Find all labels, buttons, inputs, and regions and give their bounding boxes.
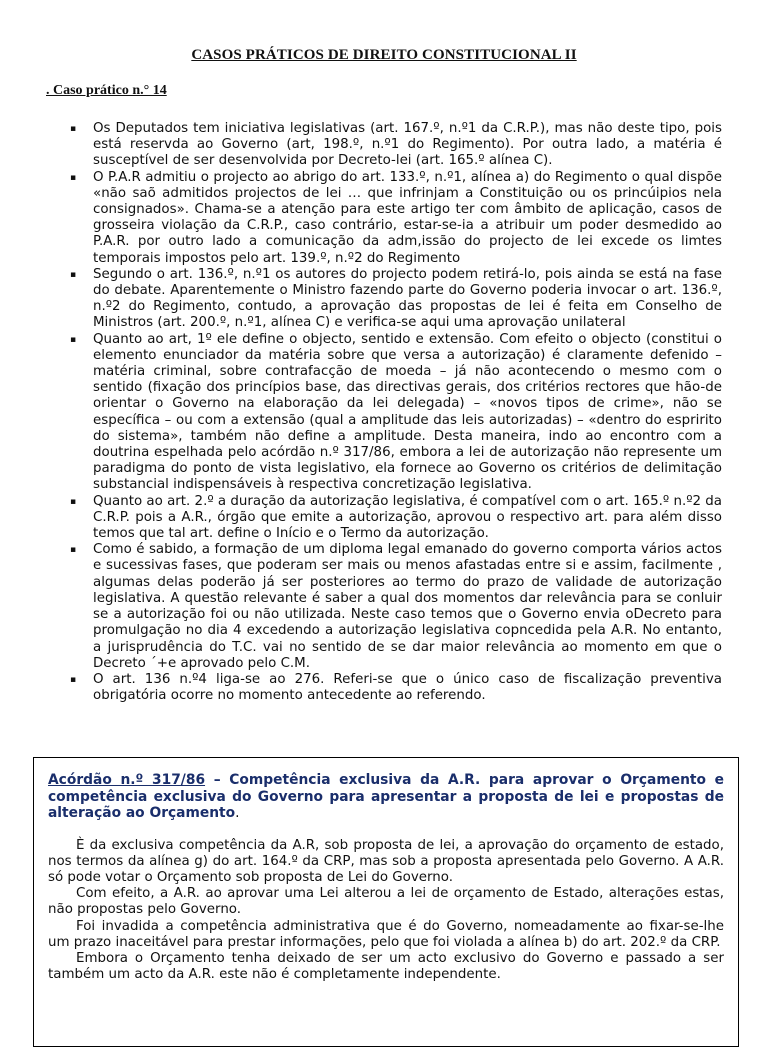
- list-item-text: Os Deputados tem iniciativa legislativas (art. 167.º, n.º1 da C.R.P.), mas não deste tipo, pois está reservda ao Governo (art, 198.º, n.º1 do Regimento). Por outra lado, a matéria é susceptível de ser desenvolvida por Decreto-lei (art. 165.º alínea C).: [93, 121, 722, 169]
- square-bullet-icon: ▪: [70, 496, 77, 507]
- list-item-text: Quanto ao art, 1º ele define o objecto, sentido e extensão. Com efeito o objecto (constitui o elemento enunciador da matéria sobre que versa a autorização) é claramente defenido – matéria criminal, sobre contrafacção de moeda – já não acontecendo o mesmo com o sentido (fixação dos princípios base, das directivas gerais, dos critérios rectores que hão-de orientar o Governo na elaboração da lei delegada) – «novos tipos de crime», não se específica – ou com a extensão (qual a amplitude das leis autorizadas) – «dentro do espririto do sistema», também não define a amplitude. Desta maneira, indo ao encontro com a doutrina espelhada pelo acórdão n.º 317/86, embora a lei de autorização não represente um paradigma do ponto de vista legislativo, ela fornece ao Governo os critérios de delimitação substancial indispensáveis à respectiva concretização legislativa.: [93, 331, 722, 493]
- list-item: [70, 332, 722, 494]
- list-item: [70, 494, 722, 543]
- list-item-text: Quanto ao art. 2.º a duração da autorização legislativa, é compatível com o art. 165.º n.º2 da C.R.P. pois a A.R., órgão que emite a autorização, aprovou o respectivo art. para além disso temos que tal art. define o Início e o Termo da autorização.: [93, 493, 722, 542]
- list-item: [70, 542, 722, 672]
- list-item-text: O P.A.R admitiu o projecto ao abrigo do art. 133.º, n.º1, alínea a) do Regimento o qual dispõe «não saõ admitidos projectos de lei … que infrinjam a Constituição ou os princúipios nela consignados». Chama-se a atenção para este artigo ter com âmbito de aplicação, casos de grosseira violação da C.R.P., caso contrário, estar-se-ia a atribuir um poder desmedido ao P.A.R. por outro lado a comunicação da adm,issão do projecto de lei excede os limtes temporais impostos pelo art. 139.º, n.º2 do Regimento: [93, 169, 722, 266]
- ruling-paragraph: Foi invadida a competência administrativa que é do Governo, nomeadamente ao fixar-se-lhe um prazo inaceitável para prestar informações, pelo que foi violada a alínea b) do art. 202.º da CRP.: [48, 918, 724, 950]
- ruling-heading-end: .: [235, 805, 240, 821]
- square-bullet-icon: ▪: [70, 124, 77, 134]
- list-item-text: O art. 136 n.º4 liga-se ao 276. Referi-se que o único caso de fiscalização preventiva obrigatória ocorre no momento antecedente ao referendo.: [93, 671, 722, 704]
- ruling-box: [33, 757, 739, 1047]
- ruling-heading: [48, 772, 724, 822]
- square-bullet-icon: ▪: [70, 545, 77, 556]
- page-title: CASOS PRÁTICOS DE DIREITO CONSTITUCIONAL II: [191, 47, 577, 63]
- ruling-heading-text: – Competência exclusiva da A.R. para aprovar o Orçamento e competência exclusiva do Governo para apresentar a proposta de lei e propostas de alteração ao Orçamento: [48, 772, 725, 821]
- square-bullet-icon: ▪: [70, 674, 77, 685]
- bullet-list: [70, 121, 722, 704]
- list-item-text: Segundo o art. 136.º, n.º1 os autores do projecto podem retirá-lo, pois ainda se está na fase do debate. Aparentemente o Ministro fazendo parte do Governo poderia invocar o art. 136.º, n.º2 do Regimento, contudo, a aprovação das propostas de lei é feita em Conselho de Ministros (art. 200.º, n.º1, alínea C) e verifica-se aqui uma aprovação unilateral: [93, 266, 722, 331]
- square-bullet-icon: ▪: [70, 334, 77, 345]
- square-bullet-icon: ▪: [70, 172, 77, 183]
- list-item: [70, 672, 722, 704]
- square-bullet-icon: ▪: [70, 269, 77, 280]
- ruling-paragraph: È da exclusiva competência da A.R, sob proposta de lei, a aprovação do orçamento de estado, nos termos da alínea g) do art. 164.º da CRP, mas sob a proposta apresentada pelo Governo. A A.R. só pode votar o Orçamento sob proposta de Lei do Governo.: [48, 837, 724, 885]
- list-item: [70, 267, 722, 332]
- ruling-paragraph: Embora o Orçamento tenha deixado de ser um acto exclusivo do Governo e passado a ser também um acto da A.R. este não é completamente independente.: [48, 950, 724, 983]
- list-item: [70, 170, 722, 267]
- ruling-reference: Acórdão n.º 317/86: [48, 772, 206, 788]
- list-item-text: Como é sabido, a formação de um diploma legal emanado do governo comporta vários actos e sucessivas fases, que poderam ser mais ou menos afastadas entre si e assim, facilmente , algumas delas poderão já ser posteriores ao termo do prazo de validade de autorização legislativa. A questão relevante é saber a qual dos momentos dar relevância para se conluir se a autorização foi ou não utilizada. Neste caso temos que o Governo envia oDecreto para promulgação no dia 4 excedendo a autorização legislativa copncedida pela A.R. No entanto, a jurisprudência do T.C. vai no sentido de se dar maior relevância ao momento em que o Decreto ´+e aprovado pelo C.M.: [93, 542, 722, 671]
- ruling-paragraph: Com efeito, a A.R. ao aprovar uma Lei alterou a lei de orçamento de Estado, alterações estas, não propostas pelo Governo.: [48, 886, 724, 918]
- case-heading: . Caso prático n.° 14: [46, 83, 167, 98]
- list-item: [70, 121, 722, 170]
